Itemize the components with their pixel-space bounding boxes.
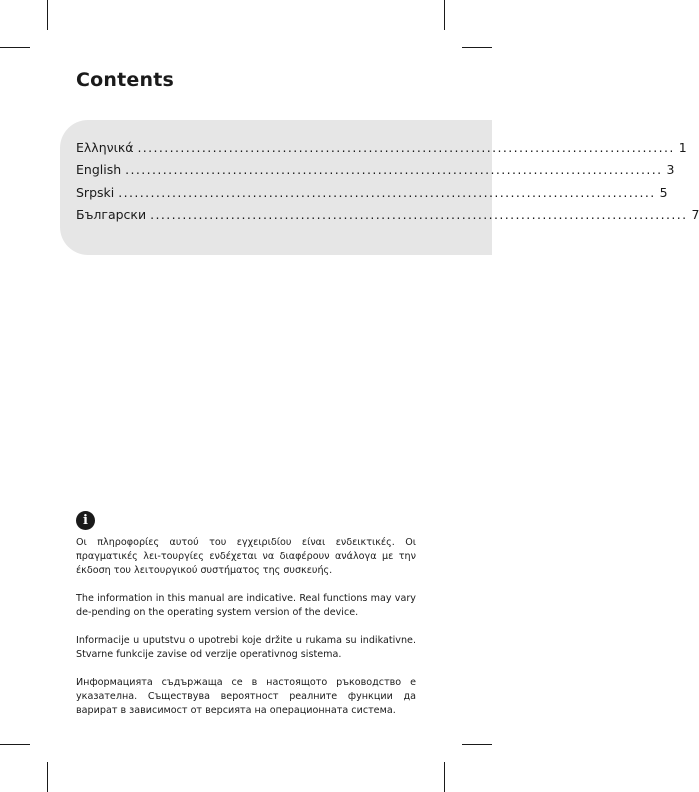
disclaimer-bulgarian: Информацията съдържаща се в настоящото ръководство е указателна. Съществува вероятност реалните функции да варират в зависимост от версията на операционната система. (76, 677, 416, 716)
disclaimer-serbian: Informacije u uputstvu o upotrebi koje držite u rukama su indikativne. Stvarne funkcije zavise od verzije operativnog sistema. (76, 635, 416, 660)
toc-entry-english[interactable] (76, 159, 675, 181)
toc-entry-page: 7 (691, 206, 699, 222)
toc-list (76, 137, 699, 226)
crop-mark (0, 744, 30, 745)
toc-leader: .................................................................................................... (150, 206, 688, 222)
toc-entry-serbian[interactable] (76, 182, 668, 204)
crop-mark (47, 0, 48, 30)
toc-entry-page: 3 (666, 162, 675, 178)
disclaimer-greek: Οι πληροφορίες αυτού του εγχειριδίου είναι ενδεικτικές. Οι πραγματικές λει-τουργίες ενδέχεται να διαφέρουν ανάλογα με την έκδοση του λειτουργικού συστήματος της συσκευής. (76, 537, 416, 576)
toc-entry-label: Български (76, 206, 147, 222)
toc-leader: .................................................................................................... (118, 184, 656, 200)
crop-mark (444, 762, 445, 792)
disclaimer-notes (76, 536, 416, 732)
crop-mark (444, 0, 445, 30)
crop-mark (462, 47, 492, 48)
toc-entry-page: 5 (659, 184, 668, 200)
toc-leader: .................................................................................................... (125, 162, 663, 178)
crop-mark (0, 47, 30, 48)
crop-mark (462, 744, 492, 745)
disclaimer-english: The information in this manual are indicative. Real functions may vary de-pending on the operating system version of the device. (76, 593, 416, 618)
toc-entry-bulgarian[interactable] (76, 204, 699, 226)
toc-entry-page: 1 (678, 140, 687, 155)
toc-entry-label: Ελληνικά (76, 140, 134, 155)
info-icon: i (76, 511, 95, 530)
toc-entry-label: Srpski (76, 184, 115, 200)
page-title: Contents (76, 69, 175, 91)
crop-mark (47, 762, 48, 792)
toc-entry-label: English (76, 162, 122, 178)
toc-entry-greek[interactable] (76, 137, 687, 159)
toc-leader: .................................................................................................... (137, 140, 675, 155)
